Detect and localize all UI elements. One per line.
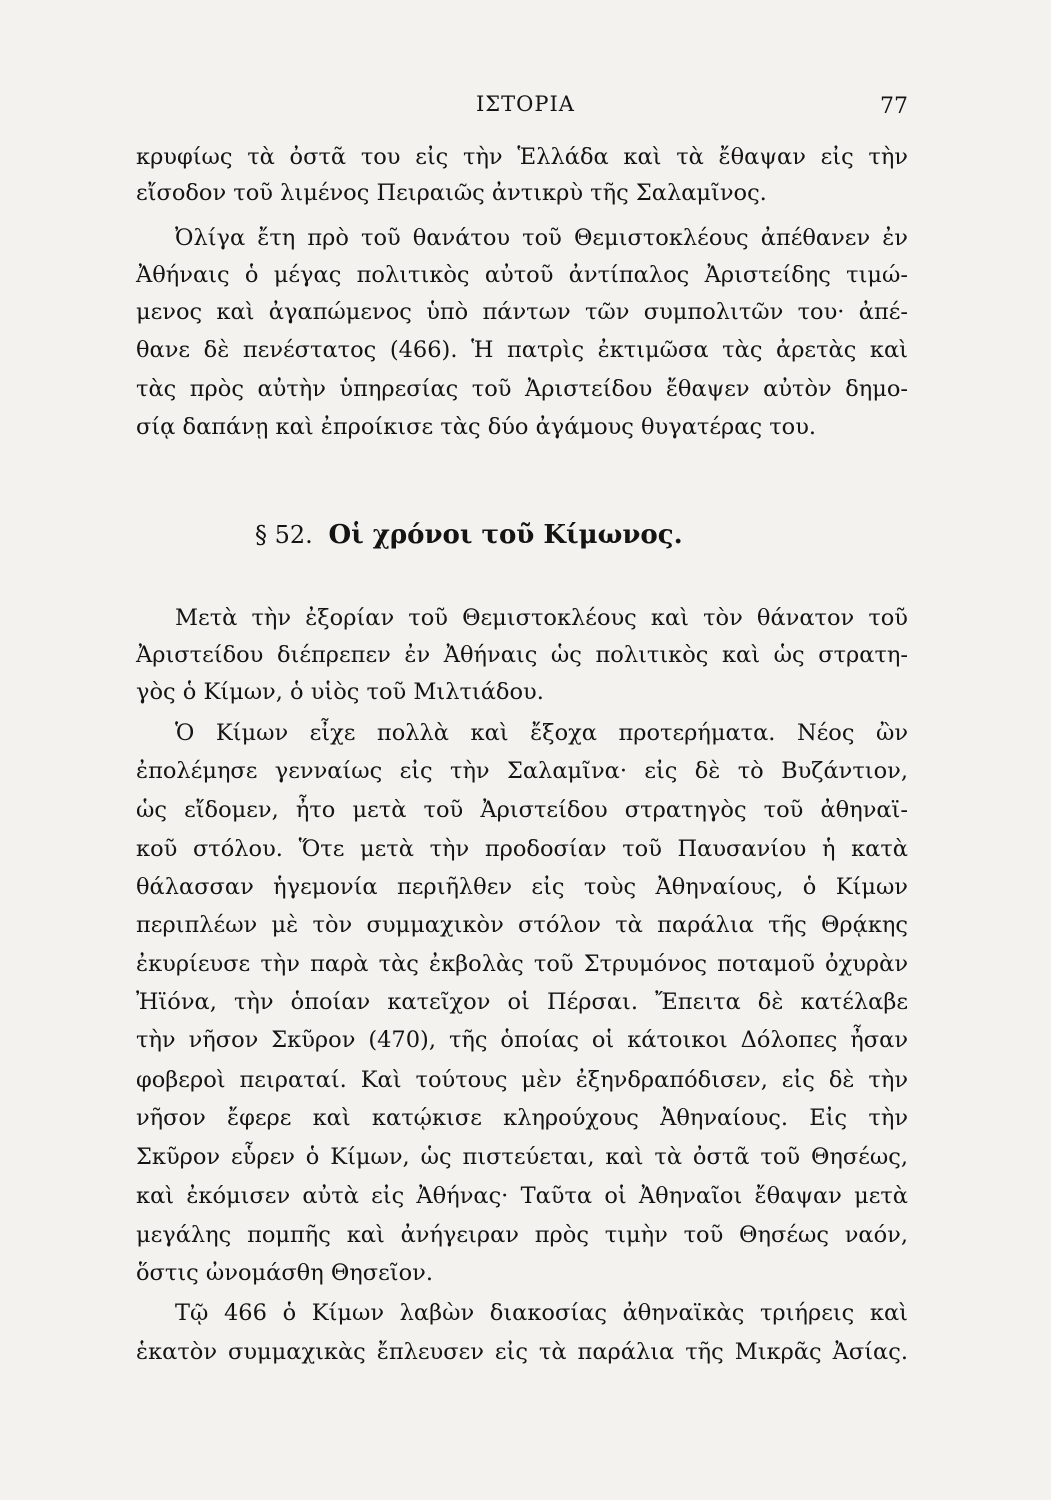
text-line: κρυφίως τὰ ὀστᾶ του εἰς τὴν Ἑλλάδα καὶ τὰ ἔθαψαν εἰς τὴν	[136, 144, 908, 170]
text-line: ἐπολέμησε γενναίως εἰς τὴν Σαλαμῖνα· εἰς δὲ τὸ Βυζάντιον,	[136, 758, 908, 784]
text-line: θάλασσαν ἡγεμονία περιῆλθεν εἰς τοὺς Ἀθηναίους, ὁ Κίμων	[136, 874, 908, 900]
text-line: ὡς εἴδομεν, ἦτο μετὰ τοῦ Ἀριστείδου στρατηγὸς τοῦ ἀθηναϊ-	[136, 797, 908, 823]
text-line: Ἀθήναις ὁ μέγας πολιτικὸς αὐτοῦ ἀντίπαλος Ἀριστείδης τιμώ-	[136, 262, 908, 288]
text-line: Ὁ Κίμων εἶχε πολλὰ καὶ ἔξοχα προτερήματα. Νέος ὢν	[175, 720, 908, 746]
running-title: ΙΣΤΟΡΙΑ	[476, 92, 575, 116]
text-line: Τῷ 466 ὁ Κίμων λαβὼν διακοσίας ἀθηναϊκὰς τριήρεις καὶ	[175, 1300, 908, 1326]
text-line: θανε δὲ πενέστατος (466). Ἡ πατρὶς ἐκτιμῶσα τὰς ἀρετὰς καὶ	[136, 337, 908, 363]
text-line: εἴσοδον τοῦ λιμένος Πειραιῶς ἀντικρὺ τῆς Σαλαμῖνος.	[136, 180, 767, 206]
text-line: κοῦ στόλου. Ὅτε μετὰ τὴν προδοσίαν τοῦ Παυσανίου ἡ κατὰ	[136, 836, 908, 862]
page-number: 77	[880, 94, 908, 119]
section-title: Οἱ χρόνοι τοῦ Κίμωνος.	[328, 520, 683, 550]
text-line: τὰς πρὸς αὐτὴν ὑπηρεσίας τοῦ Ἀριστείδου ἔθαψεν αὐτὸν δημο-	[136, 376, 908, 402]
text-line: καὶ ἐκόμισεν αὐτὰ εἰς Ἀθήνας· Ταῦτα οἱ Ἀθηναῖοι ἔθαψαν μετὰ	[136, 1183, 908, 1209]
text-line: σίᾳ δαπάνῃ καὶ ἐπροίκισε τὰς δύο ἀγάμους θυγατέρας του.	[136, 414, 817, 440]
section-heading	[255, 520, 815, 550]
text-line: Ὀλίγα ἔτη πρὸ τοῦ θανάτου τοῦ Θεμιστοκλέους ἀπέθανεν ἐν	[175, 225, 908, 251]
section-number: § 52.	[255, 521, 313, 549]
text-line: νῆσον ἔφερε καὶ κατῴκισε κληρούχους Ἀθηναίους. Εἰς τὴν	[136, 1105, 908, 1131]
text-line: Ἠϊόνα, τὴν ὁποίαν κατεῖχον οἱ Πέρσαι. Ἔπειτα δὲ κατέλαβε	[136, 989, 908, 1015]
text-line: γὸς ὁ Κίμων, ὁ υἱὸς τοῦ Μιλτιάδου.	[136, 679, 544, 705]
text-line: Σκῦρον εὗρεν ὁ Κίμων, ὡς πιστεύεται, καὶ τὰ ὀστᾶ τοῦ Θησέως,	[136, 1144, 908, 1170]
text-line: μεγάλης πομπῆς καὶ ἀνήγειραν πρὸς τιμὴν τοῦ Θησέως ναόν,	[136, 1222, 908, 1248]
text-line: ὅστις ὠνομάσθη Θησεῖον.	[136, 1260, 433, 1286]
text-line: ἑκατὸν συμμαχικὰς ἔπλευσεν εἰς τὰ παράλια τῆς Μικρᾶς Ἀσίας.	[136, 1339, 908, 1365]
text-line: τὴν νῆσον Σκῦρον (470), τῆς ὁποίας οἱ κάτοικοι Δόλοπες ἦσαν	[136, 1027, 908, 1053]
text-line: περιπλέων μὲ τὸν συμμαχικὸν στόλον τὰ παράλια τῆς Θρᾴκης	[136, 912, 908, 938]
text-line: Μετὰ τὴν ἐξορίαν τοῦ Θεμιστοκλέους καὶ τὸν θάνατον τοῦ	[175, 605, 908, 631]
text-line: ἐκυρίευσε τὴν παρὰ τὰς ἐκβολὰς τοῦ Στρυμόνος ποταμοῦ ὀχυρὰν	[136, 951, 908, 977]
text-line: μενος καὶ ἀγαπώμενος ὑπὸ πάντων τῶν συμπολιτῶν του· ἀπέ-	[136, 299, 908, 325]
text-line: φοβεροὶ πειραταί. Καὶ τούτους μὲν ἐξηνδραπόδισεν, εἰς δὲ τὴν	[136, 1067, 908, 1093]
text-line: Ἀριστείδου διέπρεπεν ἐν Ἀθήναις ὡς πολιτικὸς καὶ ὡς στρατη-	[136, 642, 908, 668]
